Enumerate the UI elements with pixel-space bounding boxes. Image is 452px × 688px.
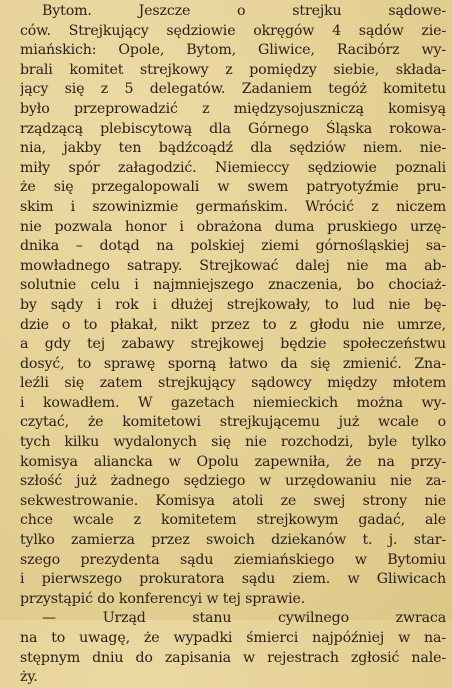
text-line: leźli się zatem strejkujący sądowcy między młotem xyxy=(20,375,446,392)
text-line: szego prezydenta sądu ziemiańskiego w Bytomiu xyxy=(20,551,446,568)
text-line: nie pozwala honor i obrażona duma pruskiego urzę- xyxy=(20,218,446,235)
text-line: było przeprowadzić z międzysojuszniczą komisyą xyxy=(20,100,446,117)
text-line: chce wcale z komitetem strejkowym gadać, ale xyxy=(20,512,446,529)
text-line: miły spór załagodzić. Niemieccy sędziowie poznali xyxy=(20,159,446,176)
text-line: — Urząd stanu cywilnego zwraca xyxy=(42,610,446,627)
text-line: rządzącą plebiscytową dla Górnego Śląska rokowa- xyxy=(20,120,446,137)
text-line: by sądy i rok i dłużej strejkowały, to lud nie bę- xyxy=(20,296,446,313)
text-line: i kowadłem. W gazetach niemieckich można wy- xyxy=(20,394,446,411)
text-line: skim i szowinizmie germańskim. Wrócić z niczem xyxy=(20,198,446,215)
text-line: a gdy tej zabawy strejkowej będzie społeczeństwu xyxy=(20,336,446,353)
text-line: szłość już żadnego sędziego w urzędowaniu nie za- xyxy=(20,473,446,490)
text-line: że się przegalopowali w swem patryotyźmie pru- xyxy=(20,179,446,196)
text-line: nia, jakby ten bądźcoądź dla sędziów niem. nie- xyxy=(20,140,446,157)
text-line: ży. xyxy=(20,669,38,686)
text-line: sekwestrowanie. Komisya atoli ze swej strony nie xyxy=(20,492,446,509)
text-line: solutnie celu i najmniejszego znaczenia, bo chociaż- xyxy=(20,277,446,294)
text-line: tych kilku wydalonych się nie rozchodzi, byle tylko xyxy=(20,434,446,451)
text-line: i pierwszego prokuratora sądu ziem. w Gliwicach xyxy=(20,571,446,588)
text-line: dzie o to płakał, nikt przez to z głodu nie umrze, xyxy=(20,316,446,333)
text-line: tylko zamierza przez swoich dziekanów t. j. star- xyxy=(20,532,446,549)
text-line: na to uwagę, że wypadki śmierci najpóźniej w na- xyxy=(20,630,446,646)
text-line: dnika – dotąd na polskiej ziemi górnośląskiej sa- xyxy=(20,238,446,255)
text-line: miańskich: Opole, Bytom, Gliwice, Racibórz wy- xyxy=(20,42,446,59)
text-line: ców. Strejkujący sędziowie okręgów 4 sądów zie- xyxy=(20,22,446,39)
text-line: stępnym dniu do zapisania w rejestrach zgłosić nale- xyxy=(20,649,446,666)
text-line: czytać, że komitetowi strejkującemu już wcale o xyxy=(20,414,446,431)
text-line: mowładnego satrapy. Strejkować dalej nie ma ab- xyxy=(20,257,446,274)
text-line: komisya aliancka w Opolu zapewniła, że na przy- xyxy=(20,453,446,470)
text-line: Bytom. Jeszcze o strejku sądowe- xyxy=(42,3,446,19)
text-line: brali komitet strejkowy z pomiędzy siebie, składa- xyxy=(20,61,446,78)
article-text xyxy=(20,2,446,688)
text-line: jący się z 5 delegatów. Zadaniem tegóż komitetu xyxy=(20,81,446,98)
text-line: przystąpić do konferencyi w tej sprawie. xyxy=(20,590,306,607)
text-line: dosyć, to sprawę sporną łatwo da się zmienić. Zna- xyxy=(20,355,446,372)
